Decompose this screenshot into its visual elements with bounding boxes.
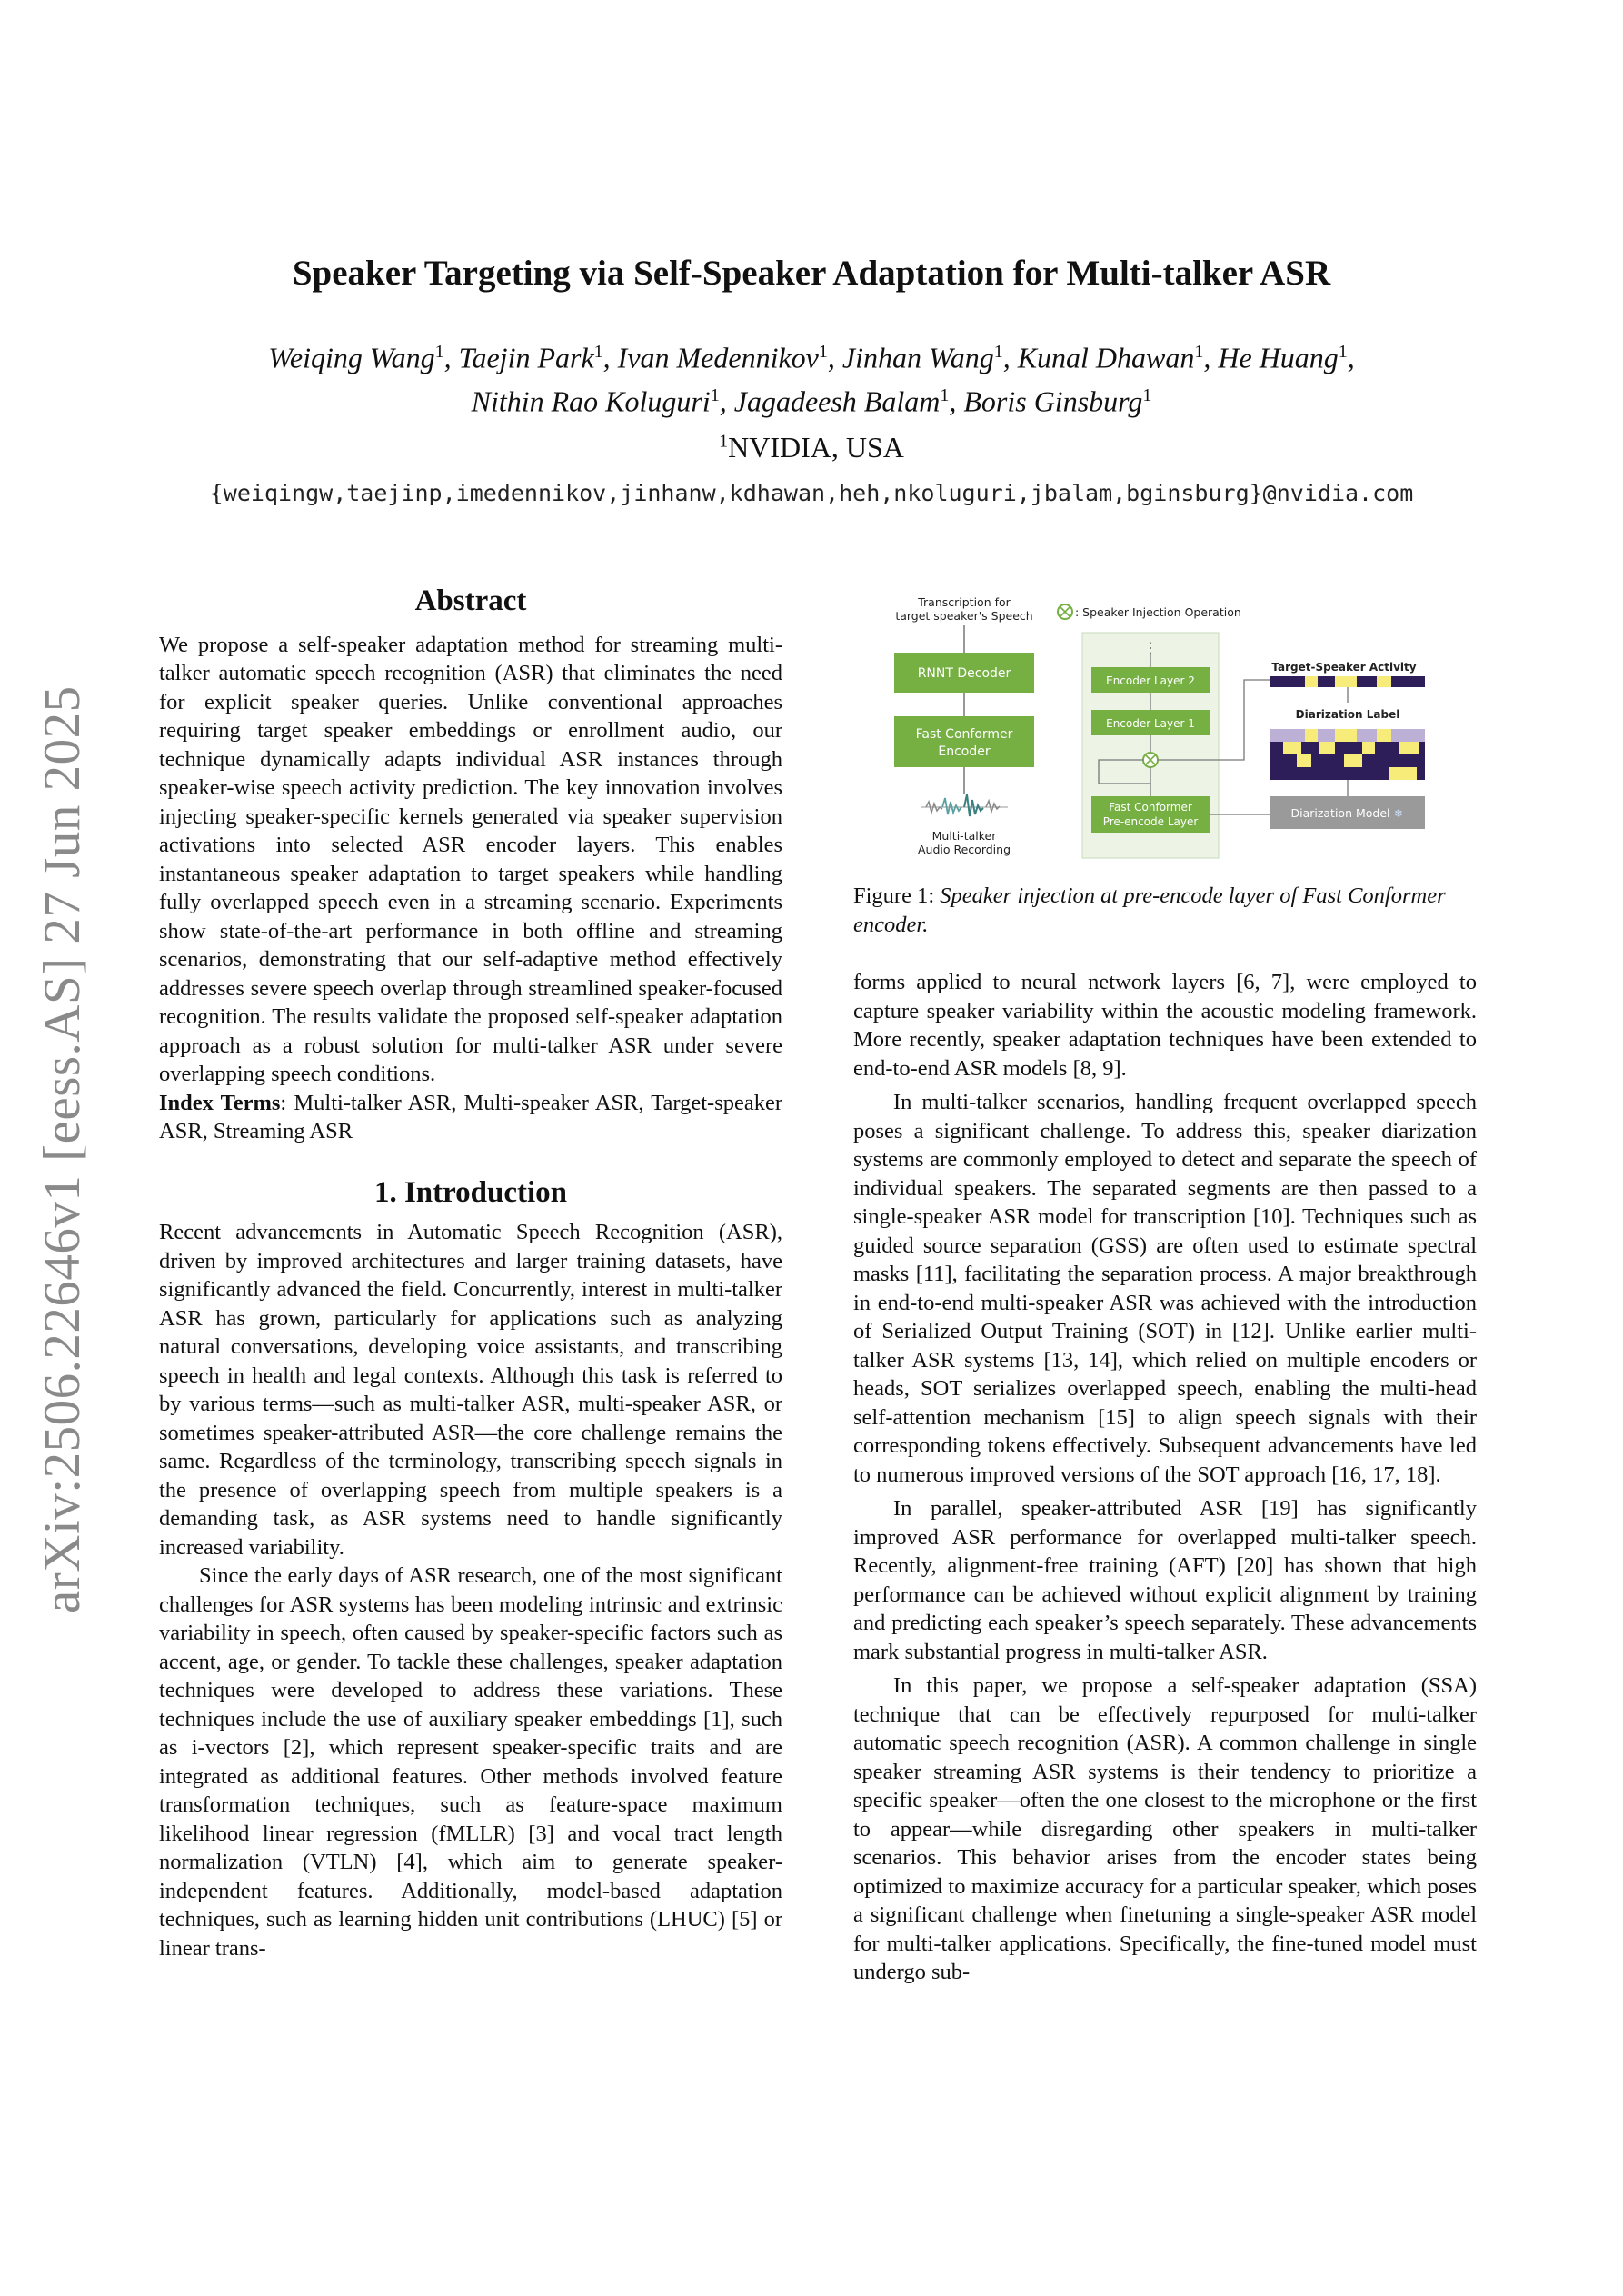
audio-waveform-icon [921,794,1008,816]
author-separator: , [443,341,459,374]
diarization-label-matrix [1270,729,1425,780]
author-list [145,334,1478,420]
left-column [159,584,782,1962]
author-name: Taejin Park [458,341,594,374]
figure-1 [853,589,1477,939]
author-affiliation-marker: 1 [818,342,828,362]
author-name: Jinhan Wang [841,341,994,374]
author-affiliation-marker: 1 [710,384,720,405]
author-emails: {weiqingw,taejinp,imedennikov,jinhanw,kdhawan,heh,nkoluguri,jbalam,bginsburg}@nvidia.com [209,480,1414,506]
intro-paragraph-6: In this paper, we propose a self-speaker adaptation (SSA) technique that can be effectively repurposed for multi-talker automatic speech recognition (ASR). A common challenge in single speaker streaming ASR systems is their tendency to prioritize a specific speaker—often the one closest to the microphone or the first to appear—while disregarding other speakers in multi-talker scenarios. This behavior arises from the encoder states being optimized to maximize accuracy for a particular speaker, which poses a significant challenge when finetuning a single-speaker ASR model for multi-talker applications. Specifically, the fine-tuned model must undergo sub- [853,1673,1477,1984]
author-name: Kunal Dhawan [1017,341,1195,374]
author-separator: , [602,341,618,374]
author-name: Weiqing Wang [268,341,435,374]
figure-caption [853,882,1477,939]
author-separator: , [949,384,964,418]
right-column [853,968,1477,1987]
author-separator: , [719,384,734,418]
audio-label-line2: Audio Recording [917,843,1011,856]
author-name: Jagadeesh Balam [733,384,941,418]
target-speaker-activity-bar [1270,676,1425,687]
author-name: Boris Ginsburg [963,384,1143,418]
fast-conformer-encoder-block [894,716,1034,767]
author-affiliation-marker: 1 [1194,342,1204,362]
abstract-text: We propose a self-speaker adaptation method for streaming multi-talker automatic speech recognition (ASR) that eliminates the need for explicit speaker queries. Unlike conventional approaches requiring target speaker embeddings or enrollment audio, our technique dynamically adapts individual ASR instances through speaker-wise speech activity prediction. The key innovation involves injecting speaker-specific kernels generated via speaker supervision activations into selected ASR encoder layers. This enables instantaneous speaker adaptation to target speakers while handling fully overlapped speech even in a streaming scenario. Experiments show state-of-the-art performance in both offline and streaming scenarios, demonstrating that our self-adaptive method effectively addresses severe speech overlap through streamlined speaker-focused recognition. The results validate the proposed self-speaker adaptation approach as a robust solution for multi-talker ASR under severe overlapping speech conditions. [159,632,782,1086]
audio-label-line1: Multi-talker [931,829,997,843]
paper-title: Speaker Targeting via Self-Speaker Adaptation for Multi-talker ASR [292,254,1331,293]
index-terms-label: Index Terms [159,1090,281,1115]
speaker-injection-legend-text: : Speaker Injection Operation [1075,605,1241,619]
transcription-label-line2: target speaker's Speech [895,609,1033,623]
intro-paragraph-5: In parallel, speaker-attributed ASR [19] has significantly improved ASR performance for overlapped multi-talker speech. Recently, alignment-free training (AFT) [20] has shown that high performance can be achieved without explicit alignment by training and predicting each speaker’s speech separately. These advancements mark substantial progress in multi-talker ASR. [853,1496,1477,1664]
affiliation-name: NVIDIA, USA [728,431,904,464]
architecture-diagram [853,589,1477,869]
author-separator: , [1203,341,1219,374]
arxiv-identifier: arXiv:2506.22646v1 [eess.AS] 27 Jun 2025 [34,685,91,1613]
author-separator: , [1002,341,1018,374]
encoder-layer-2-label: Encoder Layer 2 [1106,674,1195,687]
snowflake-icon: ❄ [1393,807,1404,820]
affiliation [0,431,1623,464]
intro-paragraph-3: forms applied to neural network layers [6, 7], were employed to capture speaker variability within the acoustic modeling framework. More recently, speaker adaptation techniques have been extended to end-to-end ASR models [8, 9]. [853,970,1477,1081]
index-terms-list: : Multi-talker ASR, Multi-speaker ASR, Target-speaker ASR, Streaming ASR [159,1090,782,1143]
target-speaker-activity-label: Target-Speaker Activity [1271,661,1417,674]
diarization-model-label: Diarization Model [1290,806,1390,820]
author-separator: , [1347,341,1355,374]
author-name: He Huang [1218,341,1339,374]
author-name: Ivan Medennikov [617,341,819,374]
affiliation-marker: 1 [719,431,729,452]
author-affiliation-marker: 1 [1338,342,1348,362]
abstract-heading: Abstract [414,584,527,617]
rnnt-decoder-label: RNNT Decoder [917,666,1011,681]
pre-encode-label-line2: Pre-encode Layer [1102,815,1199,828]
figure-caption-text: Speaker injection at pre-encode layer of Fast Conformer encoder. [853,883,1446,937]
diarization-label-title: Diarization Label [1295,708,1400,721]
author-affiliation-marker: 1 [993,342,1003,362]
section-heading-introduction: 1. Introduction [373,1175,568,1209]
encoder-label-line2: Encoder [938,744,991,759]
author-affiliation-marker: 1 [434,342,444,362]
transcription-label-line1: Transcription for [918,595,1011,609]
intro-paragraph-4: In multi-talker scenarios, handling frequent overlapped speech poses a significant challenge. To address this, speaker diarization systems are commonly employed to detect and separate the speech of individual speakers. The separated segments are then passed to a single-speaker ASR model for transcription [10]. Techniques such as guided source separation (GSS) are often used to estimate spectral masks [11], facilitating the separation process. A major breakthrough in end-to-end multi-speaker ASR was achieved with the introduction of Serialized Output Training (SOT) in [12]. Unlike earlier multi-talker ASR systems [13, 14], which relied on multiple encoders or heads, SOT serializes overlapped speech, enabling the multi-head self-attention mechanism [15] to align speech signals with their corresponding tokens effectively. Subsequent advancements have led to numerous improved versions of the SOT approach [16, 17, 18]. [853,1090,1477,1487]
encoder-label-line1: Fast Conformer [915,727,1013,742]
intro-paragraph-2: Since the early days of ASR research, one of the most significant challenges for ASR systems has been modeling intrinsic and extrinsic variability in speech, often caused by speaker-specific factors such as accent, age, or gender. To tackle these challenges, speaker adaptation techniques were developed to address these variations. These techniques include the use of auxiliary speaker embeddings [1], such as i-vectors [2], which represent speaker-specific traits and are integrated as additional features. Other methods involved feature transformation techniques, such as feature-space maximum likelihood linear regression (fMLLR) [3] and vocal tract length normalization (VTLN) [4], which aim to generate speaker-independent features. Additionally, model-based adaptation techniques, such as learning hidden unit contributions (LHUC) [5] or linear trans- [159,1563,782,1961]
intro-paragraph-1: Recent advancements in Automatic Speech Recognition (ASR), driven by improved architectures and larger training datasets, have significantly advanced the field. Concurrently, interest in multi-talker ASR has grown, particularly for applications such as analyzing natural conversations, developing voice assistants, and transcribing speech in health and legal contexts. Although this task is referred to by various terms—such as multi-talker ASR, multi-speaker ASR, or sometimes speaker-attributed ASR—the core challenge remains the same. Regardless of the terminology, transcribing speech signals in the presence of overlapping speech from multiple speakers is a demanding task, as ASR systems need to handle significantly increased variability. [159,1220,782,1560]
ellipsis-icon: ⋮ [1143,639,1158,656]
encoder-layer-1-label: Encoder Layer 1 [1106,717,1195,730]
author-affiliation-marker: 1 [1142,384,1152,405]
author-affiliation-marker: 1 [593,342,603,362]
figure-caption-label: Figure 1: [853,883,935,908]
author-separator: , [827,341,842,374]
author-name: Nithin Rao Koluguri [471,384,711,418]
index-terms [159,1089,782,1146]
author-affiliation-marker: 1 [940,384,950,405]
pre-encode-label-line1: Fast Conformer [1109,801,1192,814]
